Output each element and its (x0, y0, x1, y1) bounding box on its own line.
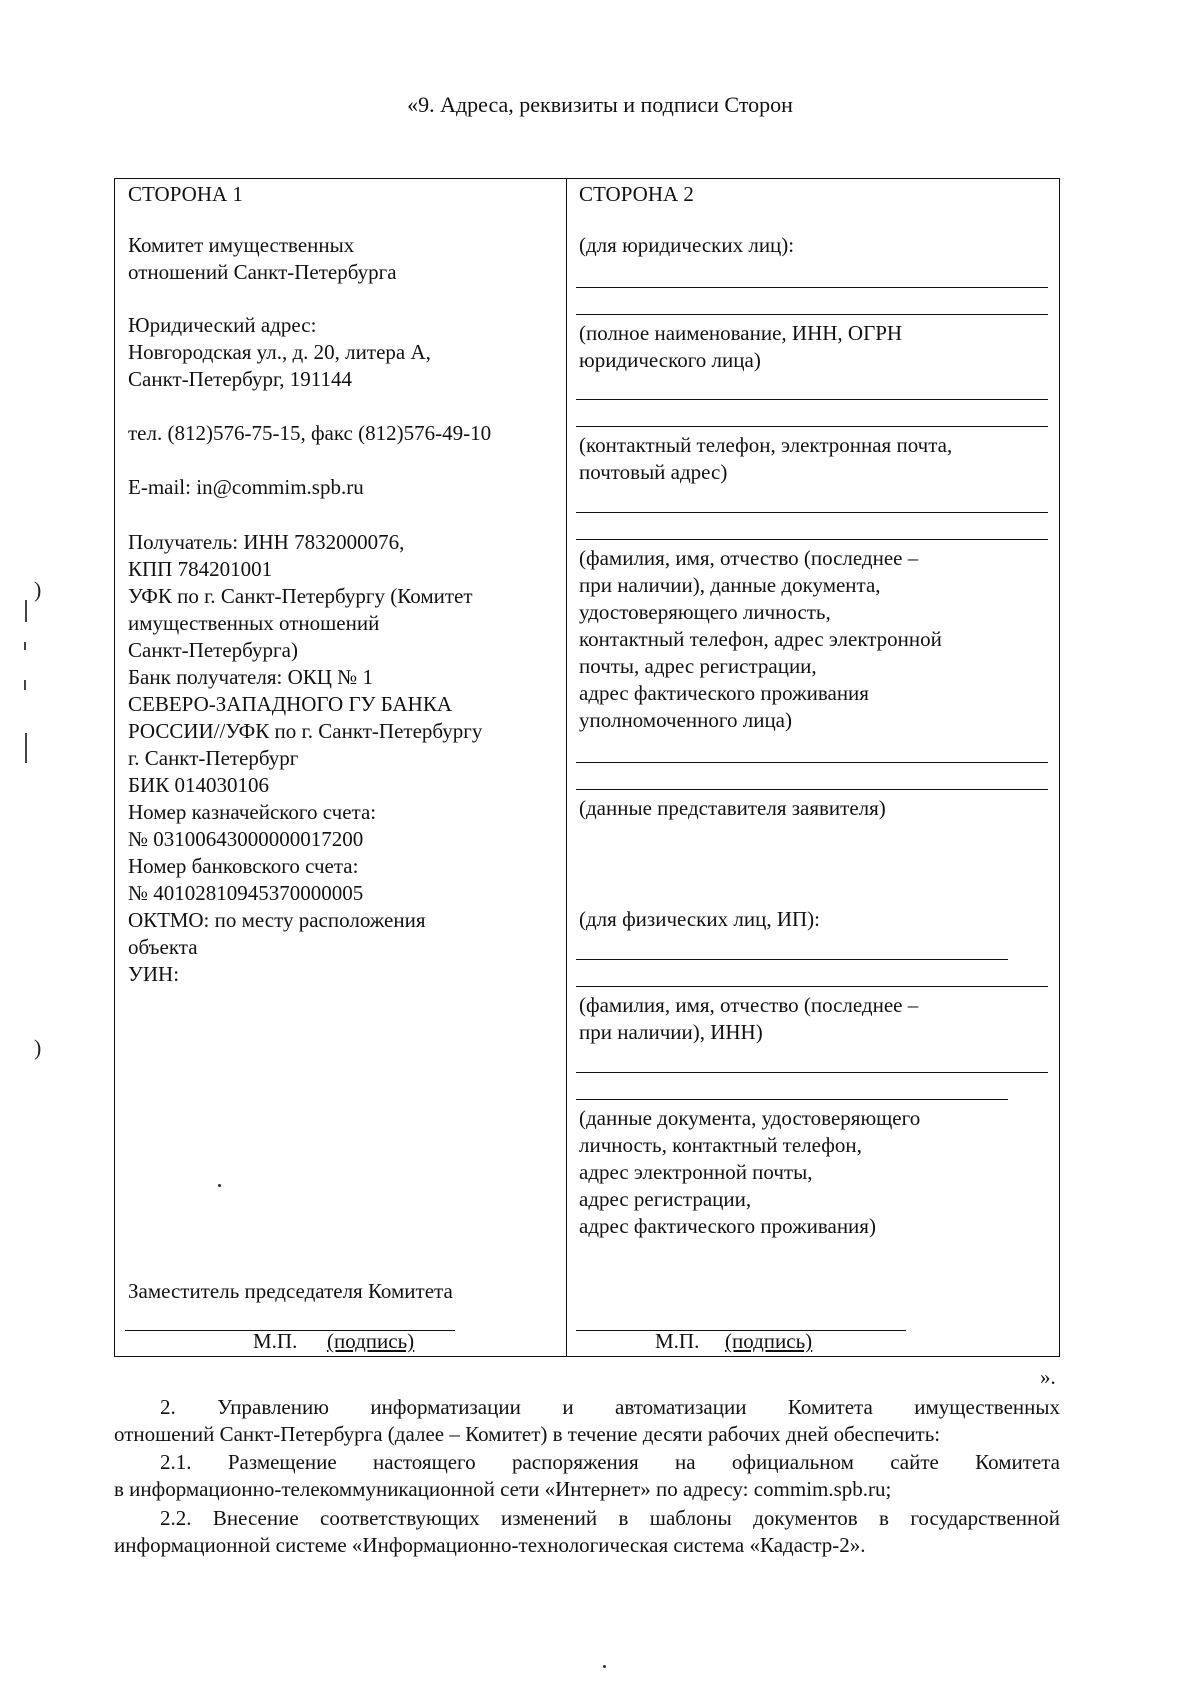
party1-bank-line: СЕВЕРО-ЗАПАДНОГО ГУ БАНКА (128, 692, 453, 716)
scan-artifact (25, 733, 27, 763)
party1-bank-line: БИК 014030106 (128, 773, 269, 797)
party1-address-line: Юридический адрес: (128, 313, 317, 337)
party1-address-line: Новгородская ул., д. 20, литера А, (128, 340, 431, 364)
party2-representative: (данные представителя заявителя) (579, 796, 886, 820)
party1-bank-line: ОКТМО: по месту расположения (128, 908, 426, 932)
party1-bank-line: Санкт-Петербурга) (128, 638, 298, 662)
party2-legal-name-line: (полное наименование, ИНН, ОГРН (579, 321, 903, 345)
column-divider (566, 179, 567, 1356)
fill-line (576, 539, 1048, 540)
parties-table (114, 178, 1060, 1357)
party2-individual-label: (для физических лиц, ИП): (579, 907, 820, 931)
party1-bank-line: объекта (128, 935, 198, 959)
margin-mark: ) (34, 1035, 42, 1060)
fill-line (576, 512, 1048, 513)
party1-title: СТОРОНА 1 (128, 182, 243, 206)
party2-docs-line: адрес регистрации, (579, 1187, 752, 1211)
party1-bank-line: г. Санкт-Петербург (128, 746, 299, 770)
fill-line (576, 399, 1048, 400)
party1-bank-line: РОССИИ//УФК по г. Санкт-Петербургу (128, 719, 483, 743)
party1-stamp: М.П. (253, 1329, 298, 1353)
party1-bank-line: КПП 784201001 (128, 557, 273, 581)
scan-artifact (25, 600, 27, 622)
party1-address-line: Санкт-Петербург, 191144 (128, 367, 352, 391)
party1-bank-line: № 40102810945370000005 (128, 881, 364, 905)
party2-authorized-line: (фамилия, имя, отчество (последнее – (579, 546, 919, 570)
party2-fio-line: (фамилия, имя, отчество (последнее – (579, 993, 919, 1017)
party1-bank-line: Номер банковского счета: (128, 854, 359, 878)
party1-bank-line: имущественных отношений (128, 611, 380, 635)
party1-bank-line: УИН: (128, 962, 180, 986)
party2-stamp: М.П. (655, 1329, 700, 1353)
party2-contacts-line: почтовый адрес) (579, 460, 728, 484)
party2-contacts-line: (контактный телефон, электронная почта, (579, 433, 953, 457)
party2-sign-caption: (подпись) (725, 1329, 813, 1353)
party2-authorized-line: почты, адрес регистрации, (579, 654, 817, 678)
closing-quote: ». (1040, 1365, 1056, 1389)
party1-org-line: Комитет имущественных (128, 233, 355, 257)
scan-artifact (218, 1184, 221, 1187)
party1-bank-line: Номер казначейского счета: (128, 800, 377, 824)
party2-docs-line: личность, контактный телефон, (579, 1133, 862, 1157)
party2-authorized-line: адрес фактического проживания (579, 681, 869, 705)
party1-sign-caption: (подпись) (327, 1329, 415, 1353)
party2-authorized-line: контактный телефон, адрес электронной (579, 627, 942, 651)
fill-line (576, 426, 1048, 427)
scan-artifact (603, 1665, 606, 1668)
party1-bank-line: УФК по г. Санкт-Петербургу (Комитет (128, 584, 473, 608)
paragraph-2-1-line1: 2.1. Размещение настоящего распоряжения на официальном сайте Комитета (160, 1450, 1060, 1474)
paragraph-2-1-line2: в информационно-телекоммуникационной сети «Интернет» по адресу: commim.spb.ru; (114, 1477, 892, 1501)
fill-line (576, 959, 1008, 960)
paragraph-2-2-line1: 2.2. Внесение соответствующих изменений в шаблоны документов в государственной (160, 1506, 1060, 1530)
fill-line (576, 314, 1048, 315)
party2-docs-line: адрес фактического проживания) (579, 1214, 876, 1238)
party2-docs-line: адрес электронной почты, (579, 1160, 813, 1184)
fill-line (576, 1099, 1008, 1100)
party1-signer: Заместитель председателя Комитета (128, 1279, 453, 1303)
party1-bank-line: Банк получателя: ОКЦ № 1 (128, 665, 373, 689)
party1-phone: тел. (812)576-75-15, факс (812)576-49-10 (128, 421, 492, 445)
party2-authorized-line: уполномоченного лица) (579, 708, 792, 732)
fill-line (576, 789, 1048, 790)
fill-line (576, 762, 1048, 763)
party1-bank-line: № 03100643000000017200 (128, 827, 364, 851)
party2-authorized-line: при наличии), данные документа, (579, 573, 881, 597)
scan-artifact (24, 680, 26, 690)
party1-org-line: отношений Санкт-Петербурга (128, 260, 397, 284)
fill-line (576, 986, 1048, 987)
paragraph-2-2-line2: информационной системе «Информационно-технологическая система «Кадастр-2». (114, 1533, 866, 1557)
party2-authorized-line: удостоверяющего личность, (579, 600, 831, 624)
party2-title: СТОРОНА 2 (579, 182, 694, 206)
party1-email: E-mail: in@commim.spb.ru (128, 475, 364, 499)
party2-fio-line: при наличии), ИНН) (579, 1020, 763, 1044)
margin-mark: ) (34, 577, 42, 602)
party2-legal-label: (для юридических лиц): (579, 233, 795, 257)
party2-docs-line: (данные документа, удостоверяющего (579, 1106, 921, 1130)
scan-artifact (24, 642, 26, 650)
section-heading: «9. Адреса, реквизиты и подписи Сторон (407, 92, 793, 117)
party2-legal-name-line: юридического лица) (579, 348, 761, 372)
paragraph-2-line2: отношений Санкт-Петербурга (далее – Комитет) в течение десяти рабочих дней обеспечить: (114, 1422, 941, 1446)
party1-bank-line: Получатель: ИНН 7832000076, (128, 530, 405, 554)
fill-line (576, 1072, 1048, 1073)
paragraph-2-line1: 2. Управлению информатизации и автоматизации Комитета имущественных (160, 1395, 1060, 1419)
fill-line (576, 287, 1048, 288)
